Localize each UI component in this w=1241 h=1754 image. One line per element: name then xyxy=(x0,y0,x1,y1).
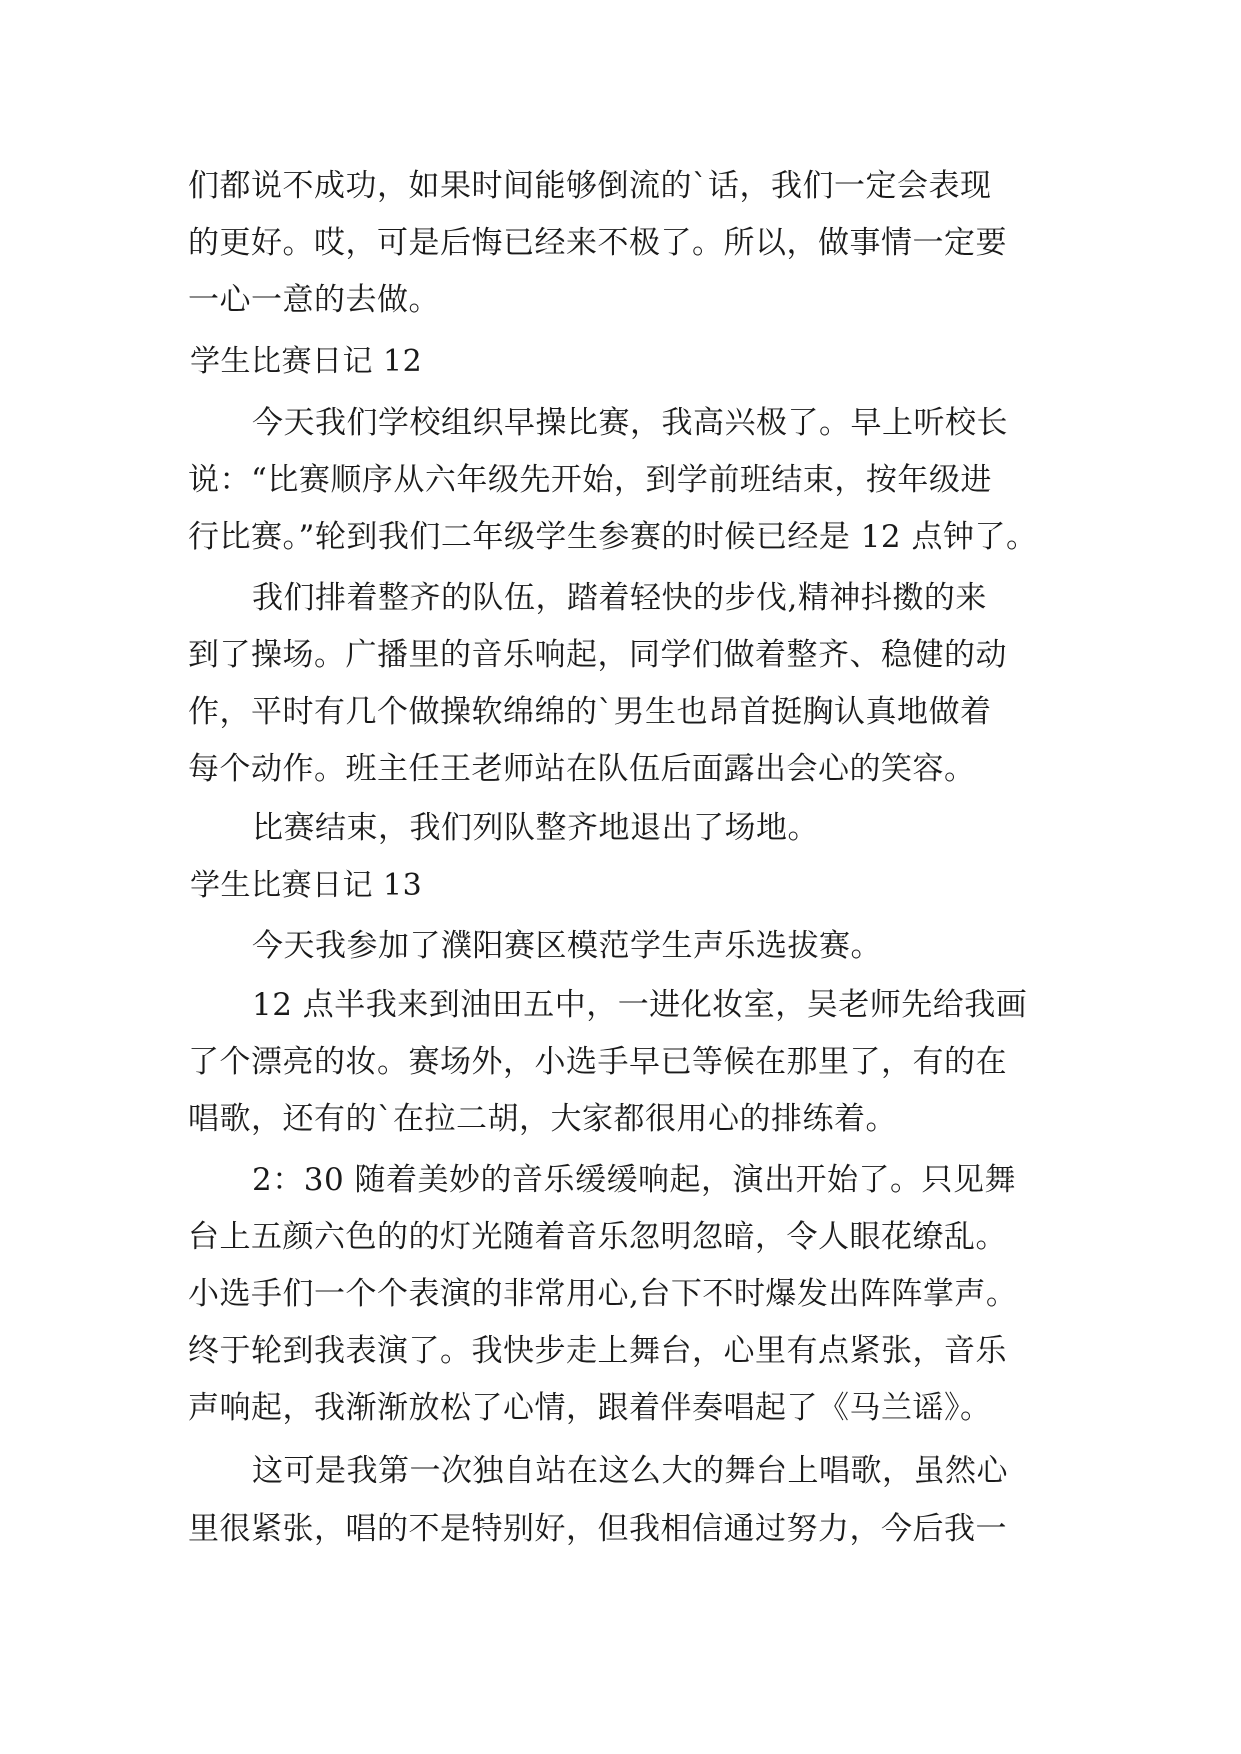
text-line: 说：“比赛顺序从六年级先开始，到学前班结束，按年级进 xyxy=(188,462,992,498)
text-line: 声响起，我渐渐放松了心情，跟着伴奏唱起了《马兰谣》。 xyxy=(188,1390,992,1426)
text-line: 比赛结束，我们列队整齐地退出了场地。 xyxy=(252,810,819,846)
section-heading: 学生比赛日记 12 xyxy=(190,344,423,379)
text-line: 今天我参加了濮阳赛区模范学生声乐选拔赛。 xyxy=(252,928,882,964)
text-line: 12 点半我来到油田五中，一进化妆室，吴老师先给我画 xyxy=(252,987,1028,1023)
text-line: 这可是我第一次独自站在这么大的舞台上唱歌，虽然心 xyxy=(252,1453,1008,1489)
text-line: 们都说不成功，如果时间能够倒流的`话，我们一定会表现 xyxy=(188,168,992,204)
text-line: 一心一意的去做。 xyxy=(188,282,440,318)
text-line: 今天我们学校组织早操比赛，我高兴极了。早上听校长 xyxy=(252,405,1008,441)
text-line: 行比赛。”轮到我们二年级学生参赛的时候已经是 12 点钟了。 xyxy=(188,519,1038,555)
text-line: 我们排着整齐的队伍，踏着轻快的步伐,精神抖擞的来 xyxy=(252,580,987,616)
text-line: 到了操场。广播里的音乐响起，同学们做着整齐、稳健的动 xyxy=(188,637,1007,673)
text-line: 的更好。哎，可是后悔已经来不极了。所以，做事情一定要 xyxy=(188,225,1007,261)
text-line: 唱歌，还有的`在拉二胡，大家都很用心的排练着。 xyxy=(188,1101,897,1137)
text-line: 终于轮到我表演了。我快步走上舞台，心里有点紧张，音乐 xyxy=(188,1333,1007,1369)
text-line: 每个动作。班主任王老师站在队伍后面露出会心的笑容。 xyxy=(188,751,976,787)
text-line: 作，平时有几个做操软绵绵的`男生也昂首挺胸认真地做着 xyxy=(188,694,992,730)
text-line: 2：30 随着美妙的音乐缓缓响起，演出开始了。只见舞 xyxy=(252,1162,1017,1198)
text-line: 台上五颜六色的的灯光随着音乐忽明忽暗，令人眼花缭乱。 xyxy=(188,1219,1007,1255)
section-heading: 学生比赛日记 13 xyxy=(190,868,423,903)
text-line: 小选手们一个个表演的非常用心,台下不时爆发出阵阵掌声。 xyxy=(188,1276,1018,1312)
text-line: 里很紧张，唱的不是特别好，但我相信通过努力，今后我一 xyxy=(188,1511,1007,1547)
text-line: 了个漂亮的妆。赛场外，小选手早已等候在那里了，有的在 xyxy=(188,1044,1007,1080)
